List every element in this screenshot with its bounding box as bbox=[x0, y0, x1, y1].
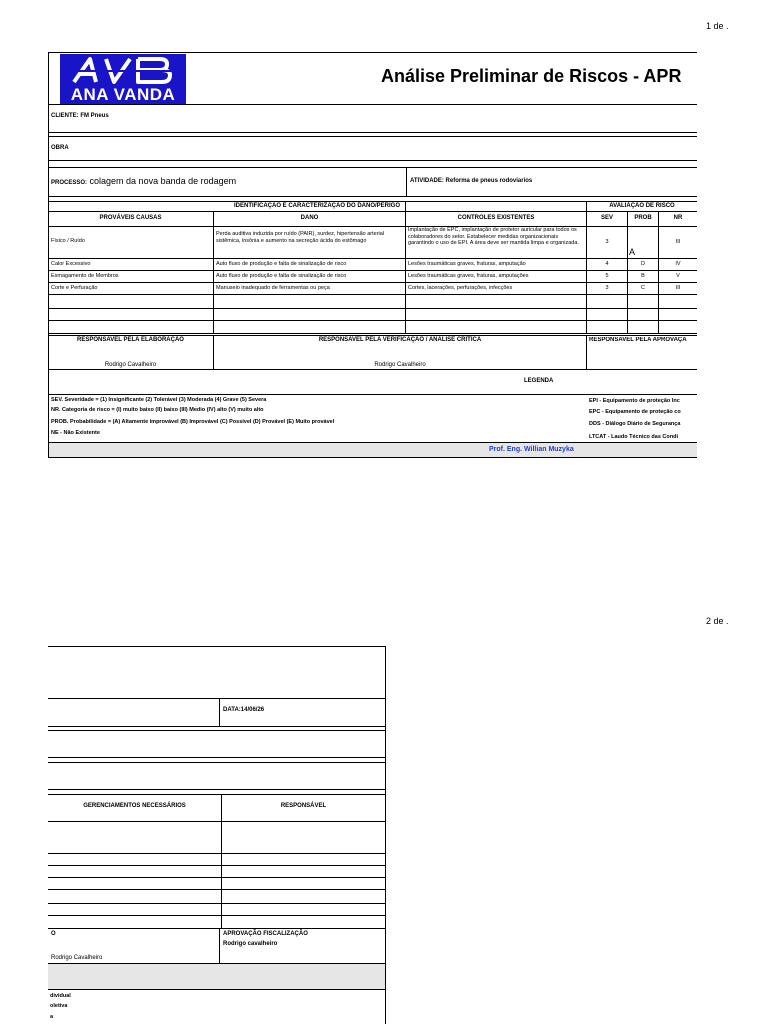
footer-author: Prof. Eng. Willian Muzyka bbox=[489, 446, 574, 453]
divider bbox=[48, 335, 697, 336]
page-title: Análise Preliminar de Riscos - APR bbox=[381, 66, 682, 86]
company-logo bbox=[60, 54, 186, 104]
divider bbox=[48, 394, 697, 395]
row-divider bbox=[48, 258, 697, 259]
table-row-nr: III bbox=[675, 285, 681, 291]
cliente-label: CLIENTE: FM Pneus bbox=[51, 113, 109, 119]
avb-logo-icon bbox=[66, 55, 180, 85]
table-row-sev: 3 bbox=[605, 285, 609, 291]
row-divider bbox=[48, 270, 697, 271]
page-counter-2: 2 de . bbox=[706, 616, 729, 626]
header-dano: DANO bbox=[300, 215, 319, 221]
resp-verificacao-label: RESPONSAVEL PELA VERIFICAÇÃO / ANALISE CRITICA bbox=[318, 337, 482, 343]
col-divider bbox=[586, 201, 587, 334]
divider bbox=[48, 196, 697, 197]
divider bbox=[48, 457, 697, 458]
legend-sev: SEV. Severidade = (1) Insignificante (2) Tolerável (3) Moderada (4) Grave (5) Severa bbox=[51, 397, 267, 403]
processo-value: colagem da nova banda de rodagem bbox=[89, 176, 237, 186]
divider bbox=[48, 698, 386, 699]
divider bbox=[48, 211, 697, 212]
logo-underline bbox=[48, 104, 697, 105]
table-row-dano: Auto fluxo de produção e falta de sinalização de risco bbox=[216, 273, 347, 279]
table-row-sev: 3 bbox=[605, 239, 609, 245]
table-row-causa: Físico / Ruído bbox=[51, 238, 85, 244]
table-row-prob: D bbox=[641, 261, 645, 267]
row-divider bbox=[48, 865, 386, 866]
divider bbox=[406, 167, 407, 196]
legend-ltcat: LTCAT - Laudo Técnico das Condi bbox=[589, 434, 679, 440]
table-row-sev: 5 bbox=[605, 273, 609, 279]
divider bbox=[48, 167, 697, 168]
col-divider bbox=[213, 211, 214, 334]
obra-label: OBRA bbox=[51, 145, 69, 151]
row-divider bbox=[48, 903, 386, 904]
border-left bbox=[48, 52, 49, 458]
table-row-controle: Implantação de EPC, implantação de protetor auricular para todos os colaboradores do setor. Estabelecer medidas organizacionais garantindo o uso de EPI. A área deve ser mantida limpa e organizada. bbox=[408, 227, 579, 246]
row-divider bbox=[48, 853, 386, 854]
gerenciamentos-header: GERENCIAMENTOS NECESSÁRIOS bbox=[83, 803, 186, 809]
section-avaliacao: AVALIAÇÃO DE RISCO bbox=[609, 203, 675, 209]
divider bbox=[48, 136, 697, 137]
legend-epi: EPI - Equipamento de proteção Inc bbox=[589, 398, 680, 404]
divider bbox=[48, 226, 697, 227]
header-prob: PROB bbox=[634, 215, 652, 221]
divider bbox=[48, 821, 386, 822]
divider bbox=[48, 369, 697, 370]
processo-field bbox=[51, 176, 236, 186]
divider bbox=[48, 789, 386, 790]
row-divider bbox=[48, 877, 386, 878]
header-sev: SEV bbox=[600, 215, 613, 221]
col-divider bbox=[586, 335, 587, 369]
elaboracao-name: Rodrigo Cavalheiro bbox=[51, 955, 103, 961]
page-counter-1: 1 de . bbox=[706, 21, 729, 31]
divider bbox=[48, 989, 386, 990]
table-row-controle: Lesões traumáticas graves, fraturas, amputação bbox=[408, 261, 526, 267]
resp-elaboracao-name: Rodrigo Cavalheiro bbox=[104, 362, 157, 368]
legend-dds: DDS - Diálogo Diário de Segurança bbox=[589, 421, 681, 427]
row-divider bbox=[48, 294, 697, 295]
table-row-prob: A bbox=[629, 247, 636, 257]
divider bbox=[48, 928, 386, 929]
row-divider bbox=[48, 333, 697, 334]
col-divider bbox=[219, 928, 220, 964]
aprovacao-fiscalizacao-name: Rodrigo cavalheiro bbox=[223, 941, 278, 947]
table-row-controle: Cortes, lacerações, perfurações, infecções bbox=[408, 285, 513, 291]
processo-label: PROCESSO: bbox=[51, 180, 88, 186]
table-row-prob: B bbox=[641, 273, 645, 279]
atividade-label: ATIVIDADE: Reforma de pneus rodoviarios bbox=[410, 178, 533, 184]
legend-nr: NR. Categoria de risco = (I) muito baixo (II) baixo (III) Medio (IV) alto (V) muito alto bbox=[51, 407, 264, 413]
table-row-nr: III bbox=[675, 239, 681, 245]
divider bbox=[48, 646, 386, 647]
data-field: DATA:14/06/26 bbox=[223, 707, 265, 713]
legend-ne: NE - Não Existente bbox=[51, 430, 100, 436]
divider bbox=[48, 730, 386, 731]
table-row-prob: C bbox=[641, 285, 645, 291]
legend-fragment: oletiva bbox=[50, 1003, 68, 1009]
row-divider bbox=[48, 282, 697, 283]
col-divider bbox=[221, 794, 222, 928]
border-top bbox=[48, 52, 697, 53]
legend-fragment: dividual bbox=[50, 993, 71, 999]
table-row-sev: 4 bbox=[605, 261, 609, 267]
header-nr: NR bbox=[673, 215, 683, 221]
resp-elaboracao-label: RESPONSAVEL PELA ELABORAÇÃO bbox=[77, 337, 184, 343]
table-row-dano: Manuseio inadequado de ferramentas ou peça bbox=[216, 285, 330, 291]
table-row-nr: V bbox=[676, 273, 680, 279]
page2-right-border bbox=[385, 646, 386, 1024]
table-row-causa: Corte e Perfuração bbox=[51, 285, 98, 291]
header-controles: CONTROLES EXISTENTES bbox=[457, 215, 535, 221]
resp-verificacao-name: Rodrigo Cavalheiro bbox=[374, 362, 426, 368]
table-row-controle: Lesões traumáticas graves, fraturas, amputações bbox=[408, 273, 529, 279]
table-top bbox=[48, 201, 697, 202]
divider bbox=[48, 160, 697, 161]
responsavel-header: RESPONSÁVEL bbox=[280, 803, 327, 809]
legend-fragment: a bbox=[50, 1014, 54, 1020]
divider bbox=[48, 757, 386, 758]
aprovacao-fiscalizacao-label: APROVAÇÃO FISCALIZAÇÃO bbox=[223, 931, 308, 937]
table-row-causa: Calor Excessivo bbox=[51, 261, 91, 267]
o-fragment: O bbox=[51, 931, 56, 937]
row-divider bbox=[48, 889, 386, 890]
resp-aprovacao-label: RESPONSAVEL PELA APROVAÇÃ bbox=[589, 337, 687, 343]
table-row-nr: IV bbox=[675, 261, 681, 267]
row-divider bbox=[48, 308, 697, 309]
col-divider bbox=[219, 698, 220, 726]
table-row-dano: Auto fluxo de produção e falta de sinalização de risco bbox=[216, 261, 347, 267]
legend-epc: EPC - Equipamento de proteção co bbox=[589, 409, 681, 415]
header-causas: PROVÁVEIS CAUSAS bbox=[99, 215, 162, 221]
footer-band bbox=[49, 443, 697, 457]
legenda-title: LEGENDA bbox=[524, 378, 554, 384]
col-divider bbox=[405, 201, 406, 334]
divider bbox=[48, 794, 386, 795]
row-divider bbox=[48, 320, 697, 321]
section-identificacao: IDENTIFICAÇÃO E CARACTERIZAÇÃO DO DANO/PERIGO bbox=[233, 203, 400, 209]
table-row-causa: Esmagamento de Membros bbox=[51, 273, 119, 279]
row-divider bbox=[48, 915, 386, 916]
logo-name: ANA VANDA bbox=[70, 85, 176, 104]
legend-prob: PROB. Probabilidade = (A) Altamente improvável (B) Improvável (C) Possível (D) Provável (E) Muito provável bbox=[51, 419, 335, 425]
divider bbox=[48, 132, 697, 133]
table-row-dano: Perda auditiva induzida por ruído (PAIR), surdez, hipertensão arterial sistêmica, insônia e aumento na secreção ácida do estômago bbox=[216, 231, 385, 244]
divider bbox=[48, 762, 386, 763]
divider bbox=[48, 726, 386, 727]
legend-band-2 bbox=[48, 964, 385, 989]
